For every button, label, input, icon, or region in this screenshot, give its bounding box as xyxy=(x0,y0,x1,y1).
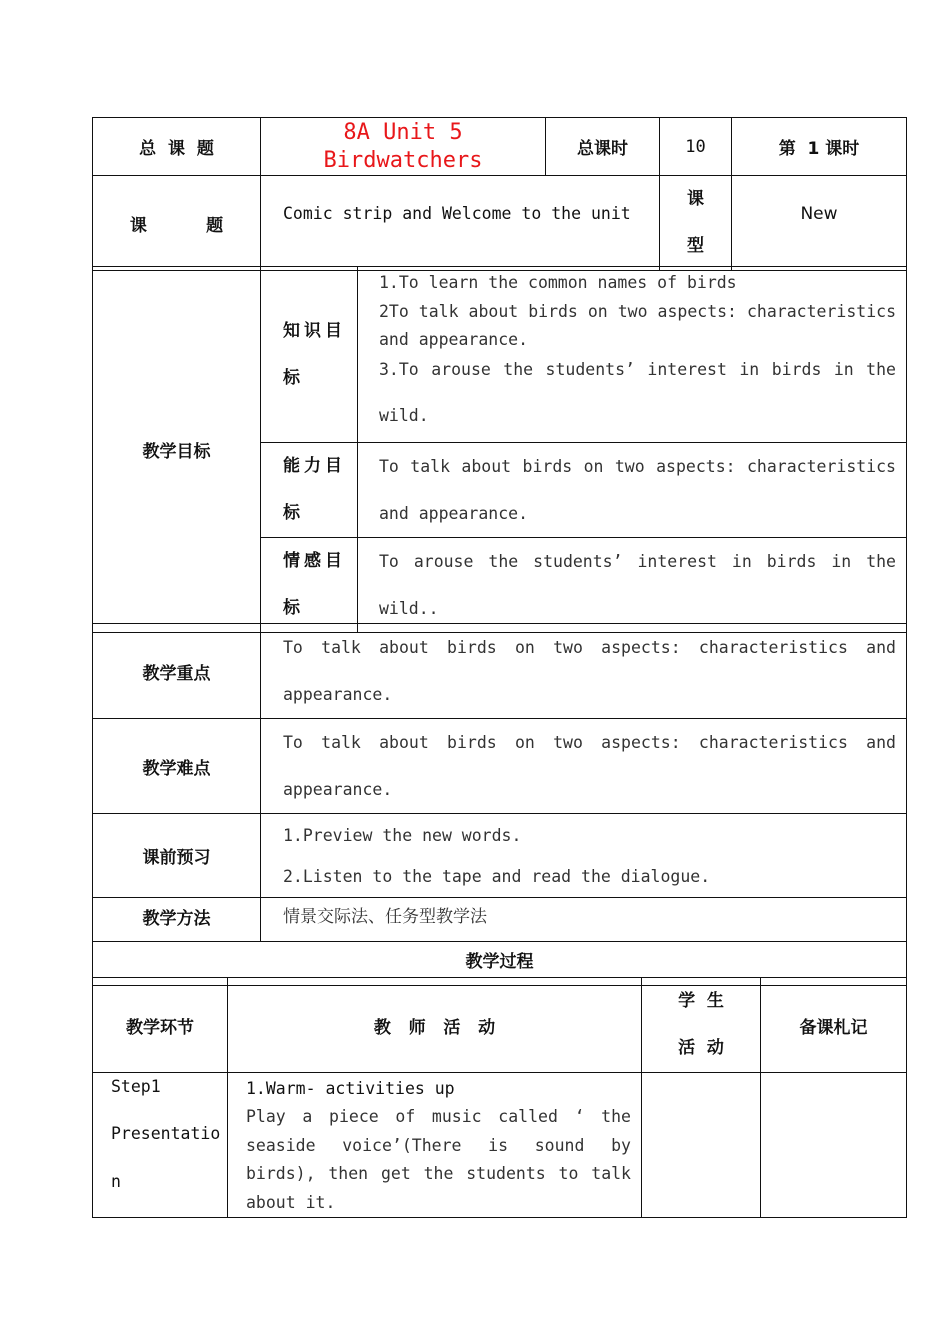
lesson-type-label-2: 型 xyxy=(687,236,705,256)
unit-title-line2: Birdwatchers xyxy=(323,147,483,173)
knowledge-objective-text xyxy=(358,267,907,443)
methods-label: 教学方法 xyxy=(93,898,261,942)
process-title: 教学过程 xyxy=(93,942,907,986)
knowledge-label-2: 标 xyxy=(283,367,300,388)
ability-label-2: 标 xyxy=(283,503,300,523)
teacher-activity-cell xyxy=(228,1073,642,1218)
topic-label: 课 题 xyxy=(93,176,261,271)
knowledge-objective-label xyxy=(261,267,358,443)
lesson-type-label xyxy=(660,176,732,271)
notes-cell xyxy=(761,1073,907,1218)
total-periods-value: 10 xyxy=(660,118,732,176)
unit-title xyxy=(261,118,546,176)
teaching-process-table xyxy=(92,977,907,1218)
emotion-label-2: 标 xyxy=(283,598,300,618)
lesson-type-label-1: 课 xyxy=(687,189,705,209)
knowledge-item-3: 3.To arouse the students’ interest in birds in the wild. xyxy=(379,359,896,425)
objectives-table xyxy=(92,266,907,633)
lesson-type-value: New xyxy=(732,176,907,271)
preview-item-2: 2.Listen to the tape and read the dialogue. xyxy=(283,866,711,886)
col-student-header xyxy=(642,978,761,1073)
key-points-text: To talk about birds on two aspects: characteristics and appearance. xyxy=(261,624,907,719)
teacher-activity-heading: 1.Warm- activities up xyxy=(246,1079,455,1098)
step-line-2: Presentatio xyxy=(111,1124,221,1143)
preview-item-1: 1.Preview the new words. xyxy=(283,825,522,845)
knowledge-label-1: 知识目 xyxy=(283,320,346,341)
col-student-header-1: 学 生 xyxy=(678,991,724,1011)
col-step-header: 教学环节 xyxy=(93,978,228,1073)
ability-objective-text: To talk about birds on two aspects: characteristics and appearance. xyxy=(358,443,907,538)
ability-label-1: 能力目 xyxy=(283,456,346,476)
col-notes-header: 备课札记 xyxy=(761,978,907,1073)
emotion-objective-label xyxy=(261,538,358,633)
col-student-header-2: 活 动 xyxy=(678,1038,724,1058)
step-line-1: Step1 xyxy=(111,1077,161,1096)
objectives-label: 教学目标 xyxy=(93,267,261,633)
teacher-activity-text: Play a piece of music called ‘ the seaside voice’(There is sound by birds), then get the students to talk about it. xyxy=(246,1107,631,1212)
lesson-info-table xyxy=(92,117,907,271)
lesson-details-table xyxy=(92,623,907,986)
total-periods-label: 总课时 xyxy=(546,118,660,176)
period-number: 第 1 课时 xyxy=(732,118,907,176)
process-row xyxy=(93,1073,907,1218)
methods-text: 情景交际法、任务型教学法 xyxy=(261,898,907,942)
preview-text xyxy=(261,814,907,898)
col-teacher-header: 教 师 活 动 xyxy=(228,978,642,1073)
ability-objective-label xyxy=(261,443,358,538)
topic-value: Comic strip and Welcome to the unit xyxy=(261,176,660,271)
knowledge-item-1: 1.To learn the common names of birds xyxy=(379,273,737,292)
unit-title-line1: 8A Unit 5 xyxy=(343,119,463,145)
difficulties-text: To talk about birds on two aspects: characteristics and appearance. xyxy=(261,719,907,814)
knowledge-item-2: 2To talk about birds on two aspects: characteristics and appearance. xyxy=(379,301,896,349)
emotion-objective-text: To arouse the students’ interest in birds in the wild.. xyxy=(358,538,907,633)
emotion-label-1: 情感目 xyxy=(283,551,346,571)
step-line-3: n xyxy=(111,1172,121,1191)
student-activity-cell xyxy=(642,1073,761,1218)
step-cell xyxy=(93,1073,228,1218)
preview-label: 课前预习 xyxy=(93,814,261,898)
difficulties-label: 教学难点 xyxy=(93,719,261,814)
key-points-label: 教学重点 xyxy=(93,624,261,719)
total-topic-label: 总 课 题 xyxy=(93,118,261,176)
